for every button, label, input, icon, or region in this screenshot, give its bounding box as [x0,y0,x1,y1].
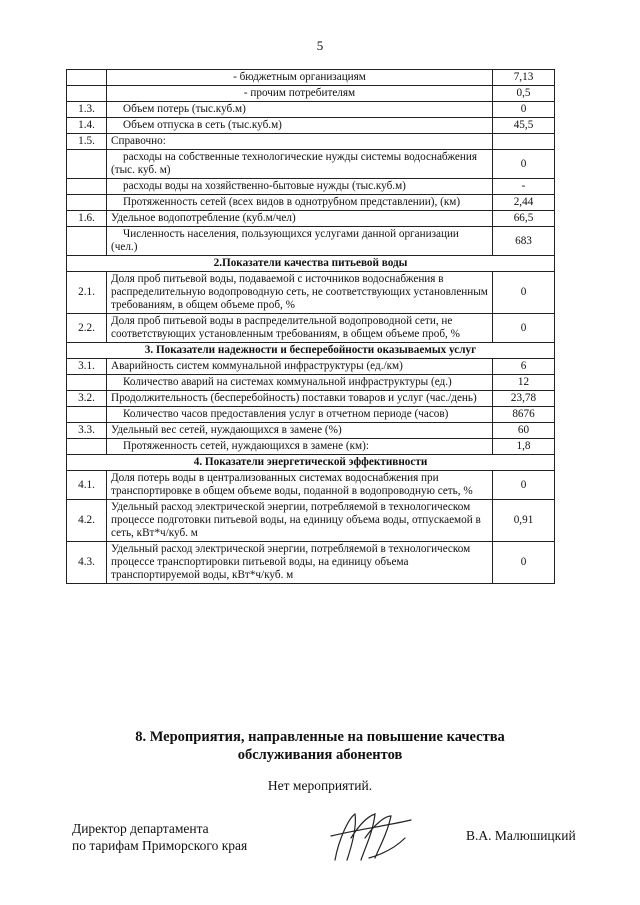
page-number: 5 [316,38,324,53]
row-number: 3.3. [67,423,107,439]
indicator-value: 0 [493,102,555,118]
indicator-description: Удельный расход электрической энергии, потребляемой в технологическом процессе подготовки питьевой воды, на единицу объема воды, отпускаемой в сеть, кВт*ч/куб. м [107,500,493,542]
table-row [67,86,555,102]
row-number [67,179,107,195]
section-title: 3. Показатели надежности и бесперебойности оказываемых услуг [67,343,555,359]
indicator-value: 0 [493,150,555,179]
indicator-value: 6 [493,359,555,375]
table-row [67,102,555,118]
indicator-description: Объем отпуска в сеть (тыс.куб.м) [107,118,493,134]
indicator-value: 8676 [493,407,555,423]
table-row [67,118,555,134]
indicator-description: Справочно: [107,134,493,150]
indicator-value [493,134,555,150]
indicator-description: Доля потерь воды в централизованных системах водоснабжения при транспортировке в общем объеме воды, поданной в водопроводную сеть, % [107,471,493,500]
table-row [67,391,555,407]
table-row [67,211,555,227]
row-number [67,227,107,256]
indicator-value: 0,91 [493,500,555,542]
row-number: 3.1. [67,359,107,375]
signatory-title-line2: по тарифам Приморского края [72,838,248,853]
indicator-value: 683 [493,227,555,256]
table-row [67,500,555,542]
table-row [67,423,555,439]
section-header-row [67,343,555,359]
row-number: 2.1. [67,272,107,314]
row-number [67,439,107,455]
section-8-heading-line1: 8. Мероприятия, направленные на повышение качества [135,729,505,745]
indicator-value: 1,8 [493,439,555,455]
indicator-description: Объем потерь (тыс.куб.м) [107,102,493,118]
table-row [67,407,555,423]
section-8-heading-line2: обслуживания абонентов [237,747,403,763]
row-number [67,150,107,179]
row-number: 1.4. [67,118,107,134]
no-measures-note: Нет мероприятий. [267,778,373,793]
indicator-value: 12 [493,375,555,391]
row-number [67,86,107,102]
indicator-value: 45,5 [493,118,555,134]
row-number: 4.1. [67,471,107,500]
row-number: 2.2. [67,314,107,343]
row-number: 4.3. [67,542,107,584]
row-number [67,375,107,391]
indicator-description: Продолжительность (бесперебойность) поставки товаров и услуг (час./день) [107,391,493,407]
indicator-value: 0 [493,542,555,584]
signatory-title [72,820,247,854]
indicator-description: Количество аварий на системах коммунальной инфраструктуры (ед.) [107,375,493,391]
row-number: 1.3. [67,102,107,118]
handwritten-signature [325,808,415,868]
row-number: 1.5. [67,134,107,150]
indicator-description: Аварийность систем коммунальной инфраструктуры (ед./км) [107,359,493,375]
section-title: 4. Показатели энергетической эффективности [67,455,555,471]
indicator-description: - бюджетным организациям [107,70,493,86]
section-8-heading [0,728,640,764]
row-number: 1.6. [67,211,107,227]
indicator-value: 60 [493,423,555,439]
table-row [67,272,555,314]
indicator-description: расходы на собственные технологические нужды системы водоснабжения (тыс. куб. м) [107,150,493,179]
indicator-description: Протяженность сетей (всех видов в однотрубном представлении), (км) [107,195,493,211]
section-title: 2.Показатели качества питьевой воды [67,256,555,272]
signatory-name: В.А. Малюшицкий [466,828,576,843]
indicator-description: - прочим потребителям [107,86,493,102]
table-row [67,375,555,391]
indicator-description: Удельный вес сетей, нуждающихся в замене (%) [107,423,493,439]
table-row [67,70,555,86]
indicator-description: Удельное водопотребление (куб.м/чел) [107,211,493,227]
section-header-row [67,455,555,471]
row-number [67,70,107,86]
table-row [67,542,555,584]
row-number: 3.2. [67,391,107,407]
row-number [67,407,107,423]
indicator-value: 23,78 [493,391,555,407]
table-row [67,314,555,343]
signatory-title-line1: Директор департамента [72,821,209,836]
indicator-value: 0,5 [493,86,555,102]
indicator-description: Протяженность сетей, нуждающихся в замене (км): [107,439,493,455]
table-row [67,359,555,375]
indicator-description: Удельный расход электрической энергии, потребляемой в технологическом процессе транспортировки питьевой воды, на единицу объема транспортируемой воды, кВт*ч/куб. м [107,542,493,584]
indicator-description: Численность населения, пользующихся услугами данной организации (чел.) [107,227,493,256]
indicator-description: Количество часов предоставления услуг в отчетном периоде (часов) [107,407,493,423]
row-number: 4.2. [67,500,107,542]
indicator-value: 0 [493,272,555,314]
indicator-value: 0 [493,314,555,343]
table-row [67,134,555,150]
indicator-description: Доля проб питьевой воды в распределительной водопроводной сети, не соответствующих установленным требованиям, в общем объеме проб, % [107,314,493,343]
table-row [67,179,555,195]
table-row [67,195,555,211]
table-row [67,471,555,500]
indicator-value: 2,44 [493,195,555,211]
indicator-value: 7,13 [493,70,555,86]
indicator-value: 66,5 [493,211,555,227]
indicator-description: Доля проб питьевой воды, подаваемой с источников водоснабжения в распределительную водопроводную сеть, не соответствующих установленным требованиям, в общем объеме проб, % [107,272,493,314]
table-row [67,150,555,179]
indicator-description: расходы воды на хозяйственно-бытовые нужды (тыс.куб.м) [107,179,493,195]
table-row [67,227,555,256]
table-row [67,439,555,455]
indicator-value: - [493,179,555,195]
indicator-value: 0 [493,471,555,500]
section-header-row [67,256,555,272]
indicators-table [66,69,555,584]
row-number [67,195,107,211]
